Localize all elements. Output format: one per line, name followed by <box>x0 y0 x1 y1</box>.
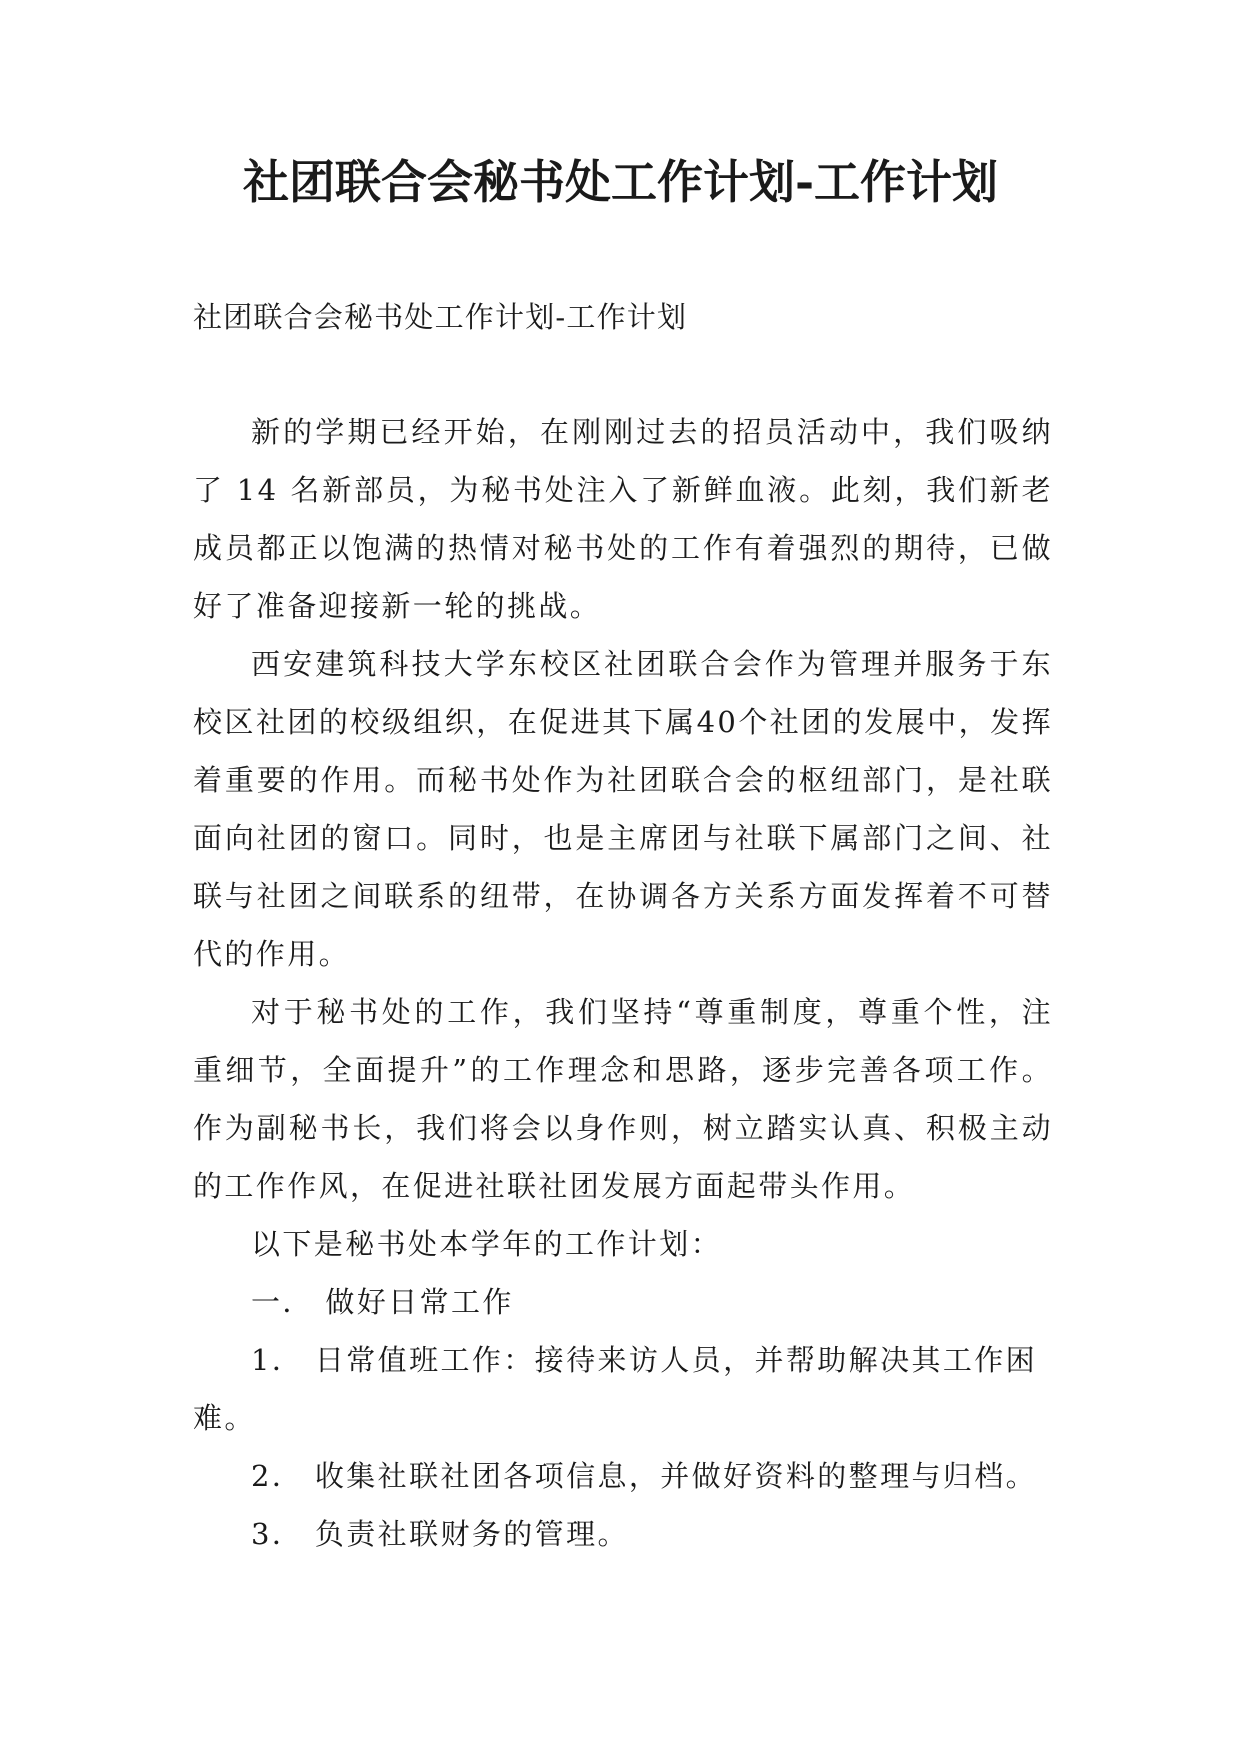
paragraph-organization: 西安建筑科技大学东校区社团联合会作为管理并服务于东校区社团的校级组织，在促进其下属40个社团的发展中，发挥着重要的作用。而秘书处作为社团联合会的枢纽部门，是社联面向社团的窗口。同时，也是主席团与社联下属部门之间、社联与社团之间联系的纽带，在协调各方关系方面发挥着不可替代的作用。 <box>193 647 1053 971</box>
list-item: 2． 收集社联社团各项信息，并做好资料的整理与归档。 <box>251 1459 1038 1493</box>
paragraph-intro: 新的学期已经开始，在刚刚过去的招员活动中，我们吸纳了 14 名新部员，为秘书处注入了新鲜血液。此刻，我们新老成员都正以饱满的热情对秘书处的工作有着强烈的期待，已做好了准备迎接新一轮的挑战。 <box>193 415 1053 623</box>
paragraph-plan-lead: 以下是秘书处本学年的工作计划： <box>251 1227 723 1261</box>
document-subtitle: 社团联合会秘书处工作计划-工作计划 <box>193 300 688 334</box>
paragraph-principles: 对于秘书处的工作，我们坚持“尊重制度，尊重个性，注重细节，全面提升”的工作理念和思路，逐步完善各项工作。作为副秘书长，我们将会以身作则，树立踏实认真、积极主动的工作作风，在促进社联社团发展方面起带头作用。 <box>193 995 1053 1203</box>
list-item: 1． 日常值班工作：接待来访人员，并帮助解决其工作困难。 <box>193 1343 1038 1435</box>
list-item: 3． 负责社联财务的管理。 <box>251 1517 629 1551</box>
document-title: 社团联合会秘书处工作计划-工作计划 <box>242 155 999 209</box>
section-heading: 一． 做好日常工作 <box>251 1285 514 1319</box>
document-body <box>193 403 1053 1563</box>
